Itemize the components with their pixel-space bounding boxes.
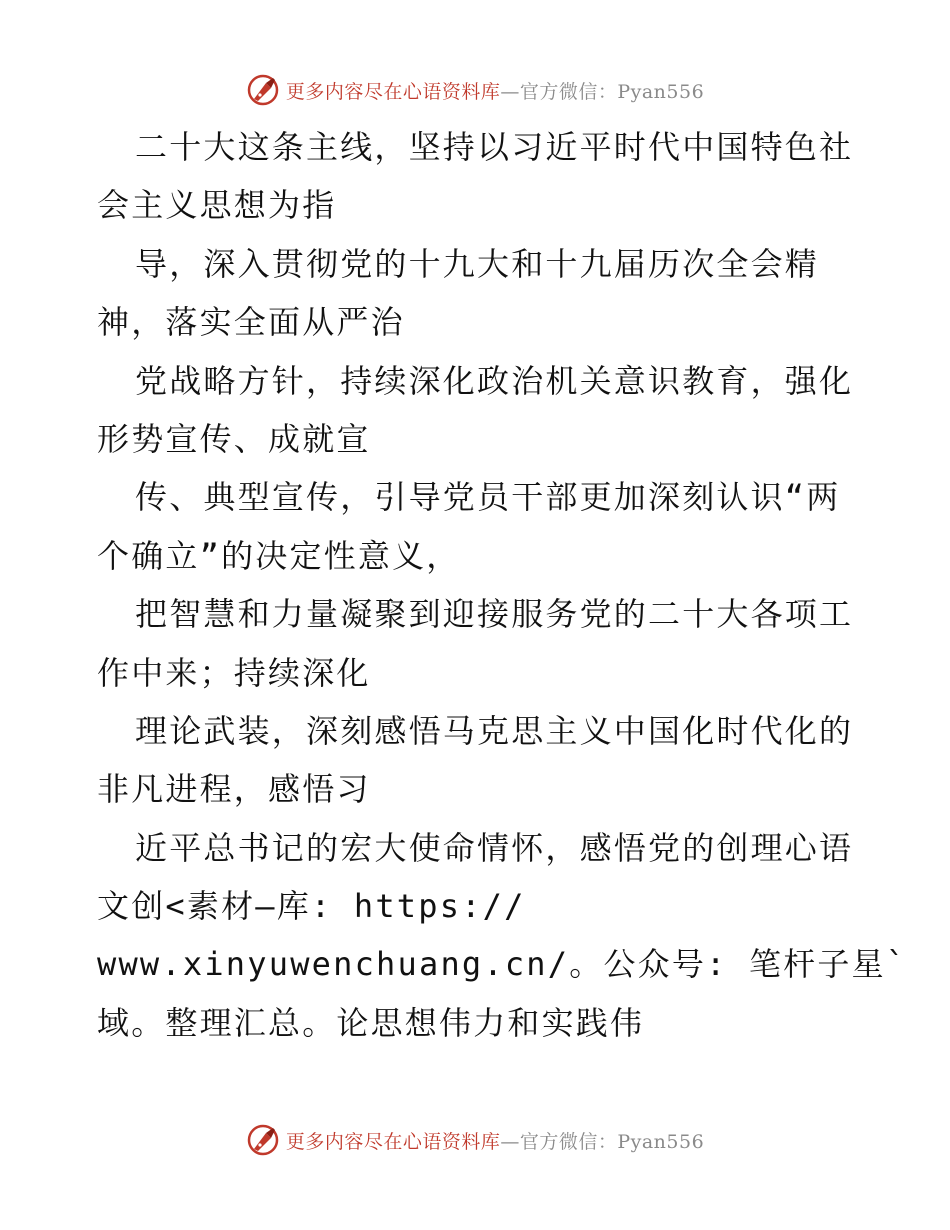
pen-nib-logo-icon <box>246 1123 280 1157</box>
document-line: 党战略方针，持续深化政治机关意识教育，强化 <box>135 361 854 400</box>
footer-text <box>286 1127 704 1154</box>
document-line: 近平总书记的宏大使命情怀，感悟党的创理心语 <box>135 828 854 867</box>
header-banner <box>0 70 950 110</box>
document-line: 导，深入贯彻党的十九大和十九届历次全会精 <box>135 244 820 283</box>
document-line: 二十大这条主线，坚持以习近平时代中国特色社 <box>135 128 854 166</box>
document-line: 理论武装，深刻感悟马克思主义中国化时代化的 <box>135 711 854 750</box>
footer-banner <box>0 1120 950 1160</box>
document-line: 传、典型宣传，引导党员干部更加深刻认识“两 <box>135 478 841 517</box>
header-grey-text: —官方微信：Pyan556 <box>500 80 705 103</box>
header-red-text: 更多内容尽在心语资料库 <box>285 80 501 103</box>
document-line: 作中来；持续深化 <box>97 653 371 692</box>
document-line: 非凡进程，感悟习 <box>97 770 371 809</box>
document-line: 个确立”的决定性意义， <box>97 536 461 575</box>
document-line: 神，落实全面从严治 <box>97 303 405 342</box>
document-line: www.xinyuwenchuang.cn/。公众号: 笔杆子星` <box>97 945 908 984</box>
document-body <box>97 118 908 1052</box>
document-line: 形势宣传、成就宣 <box>97 419 371 458</box>
header-text <box>286 77 704 104</box>
document-line: 文创<素材—库: https:// <box>97 887 526 926</box>
document-line: 会主义思想为指 <box>97 186 337 225</box>
footer-grey-text: —官方微信：Pyan556 <box>500 1130 705 1153</box>
footer-red-text: 更多内容尽在心语资料库 <box>285 1130 501 1153</box>
document-line: 域。整理汇总。论思想伟力和实践伟 <box>97 1003 645 1042</box>
document-line: 把智慧和力量凝聚到迎接服务党的二十大各项工 <box>135 595 854 634</box>
pen-nib-logo-icon <box>246 73 280 107</box>
